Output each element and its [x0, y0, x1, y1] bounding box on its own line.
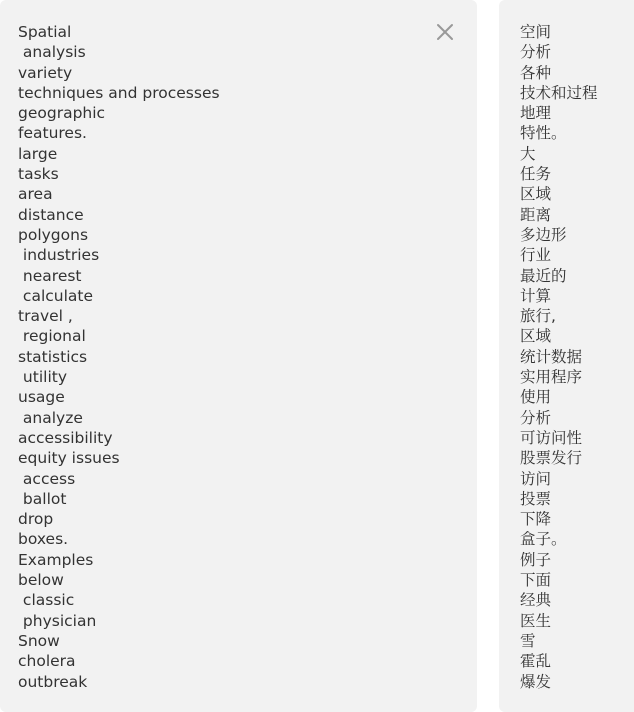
- source-word-item: classic: [18, 591, 75, 610]
- source-word-item: techniques and processes: [18, 83, 220, 102]
- translated-word-item: 实用程序: [520, 368, 583, 387]
- source-word-item: Examples: [18, 550, 94, 569]
- translated-word-item: 统计数据: [520, 347, 583, 366]
- translated-word-item: 盒子。: [520, 530, 567, 549]
- source-word-item: regional: [18, 327, 86, 346]
- translated-word-item: 访问: [520, 469, 552, 488]
- translated-word-item: 区域: [520, 185, 552, 204]
- translated-word-list: [520, 22, 598, 692]
- source-word-item: tasks: [18, 165, 59, 184]
- source-word-item: industries: [18, 246, 100, 265]
- translated-word-item: 任务: [520, 165, 552, 184]
- source-word-item: large: [18, 144, 58, 163]
- source-word-item: ballot: [18, 489, 67, 508]
- source-word-item: variety: [18, 63, 73, 82]
- translated-word-item: 距离: [520, 205, 552, 224]
- translated-word-item: 股票发行: [520, 449, 583, 468]
- source-word-list: [18, 22, 220, 692]
- translated-word-item: 各种: [520, 63, 552, 82]
- source-word-item: analyze: [18, 408, 83, 427]
- translated-word-item: 医生: [520, 611, 552, 630]
- source-word-item: polygons: [18, 225, 89, 244]
- source-word-item: calculate: [18, 286, 94, 305]
- source-word-item: usage: [18, 388, 65, 407]
- translated-word-item: 多边形: [520, 225, 567, 244]
- translated-word-item: 分析: [520, 43, 552, 62]
- translated-word-item: 下面: [520, 571, 552, 590]
- source-word-item: Snow: [18, 631, 60, 650]
- source-word-item: nearest: [18, 266, 82, 285]
- source-word-item: travel ,: [18, 307, 73, 326]
- translated-word-item: 旅行,: [520, 307, 556, 326]
- translated-word-item: 分析: [520, 408, 552, 427]
- source-word-item: cholera: [18, 652, 76, 671]
- translated-word-item: 行业: [520, 246, 552, 265]
- translated-word-item: 爆发: [520, 672, 552, 691]
- source-word-item: utility: [18, 368, 67, 387]
- source-word-item: area: [18, 185, 53, 204]
- translated-word-item: 最近的: [520, 266, 567, 285]
- source-word-item: physician: [18, 611, 97, 630]
- source-word-item: boxes.: [18, 530, 69, 549]
- translated-word-item: 下降: [520, 510, 552, 529]
- translated-word-item: 计算: [520, 286, 552, 305]
- translated-word-item: 例子: [520, 550, 552, 569]
- translated-word-item: 可访问性: [520, 428, 583, 447]
- source-word-item: geographic: [18, 104, 106, 123]
- translated-word-item: 大: [520, 144, 536, 163]
- source-word-item: access: [18, 469, 76, 488]
- close-button[interactable]: [434, 21, 456, 43]
- source-word-item: accessibility: [18, 428, 113, 447]
- close-icon: [434, 21, 456, 43]
- source-word-item: distance: [18, 205, 84, 224]
- translated-word-item: 特性。: [520, 124, 567, 143]
- source-word-item: outbreak: [18, 672, 88, 691]
- translated-word-item: 技术和过程: [520, 83, 598, 102]
- source-word-item: features.: [18, 124, 87, 143]
- source-word-item: below: [18, 571, 64, 590]
- source-word-item: Spatial: [18, 23, 72, 41]
- translated-word-item: 投票: [520, 489, 552, 508]
- source-word-item: statistics: [18, 347, 88, 366]
- translated-word-item: 使用: [520, 388, 552, 407]
- translated-words-panel: [499, 0, 634, 712]
- source-word-item: equity issues: [18, 449, 120, 468]
- translated-word-item: 经典: [520, 591, 552, 610]
- translated-word-item: 霍乱: [520, 652, 552, 671]
- translated-word-item: 空间: [520, 23, 552, 41]
- source-word-item: drop: [18, 510, 54, 529]
- translated-word-item: 地理: [520, 104, 552, 123]
- translated-word-item: 区域: [520, 327, 552, 346]
- translated-word-item: 雪: [520, 631, 536, 650]
- source-word-item: analysis: [18, 43, 86, 62]
